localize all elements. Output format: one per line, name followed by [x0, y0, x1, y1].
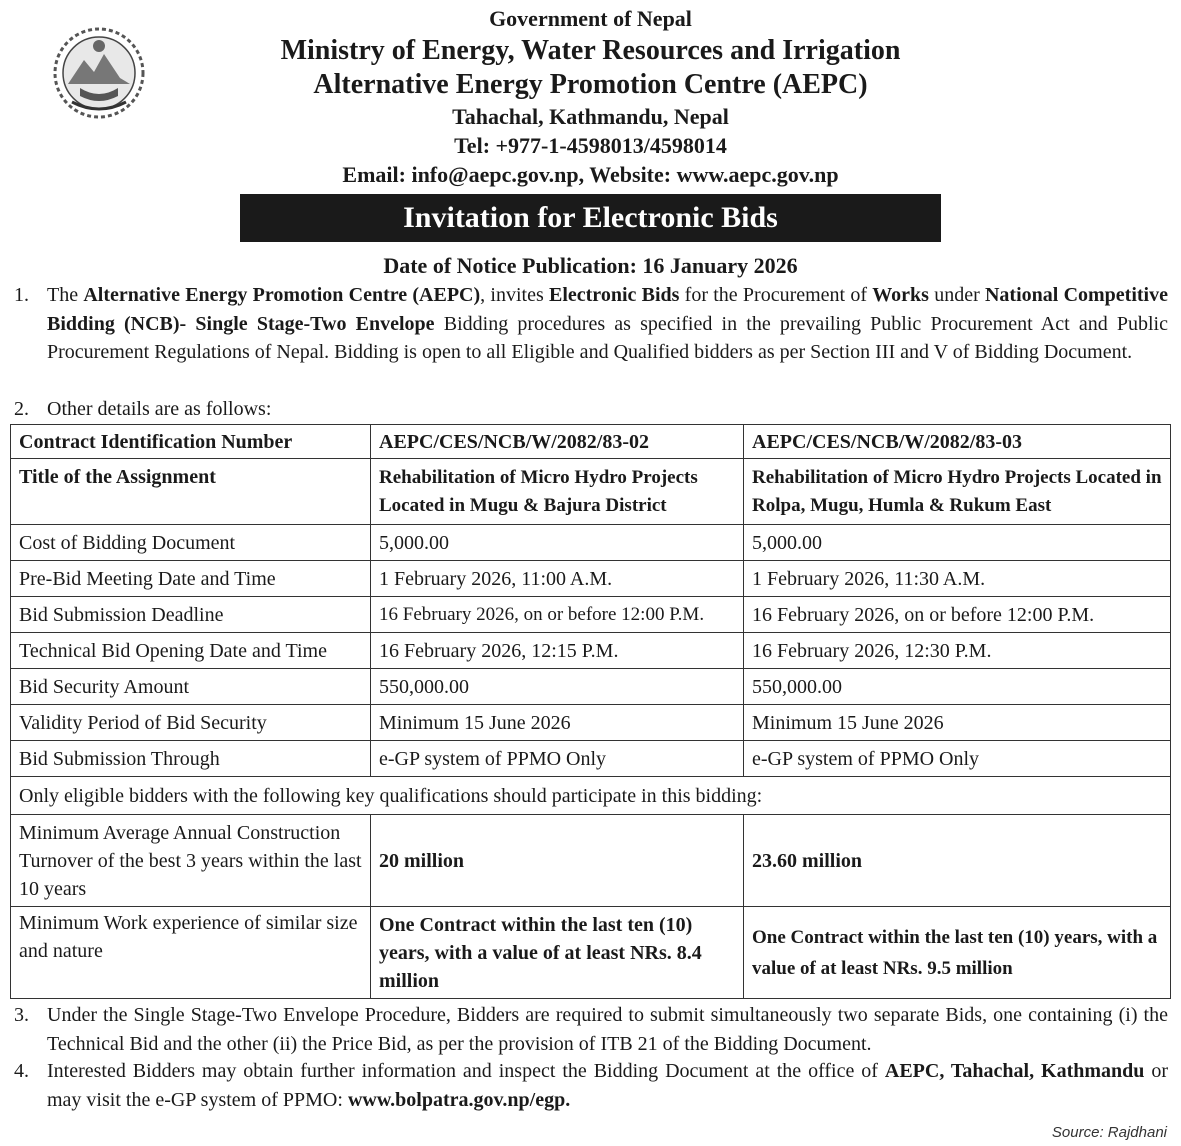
table-row	[11, 597, 1171, 633]
cell-contract-2: 16 February 2026, 12:30 P.M.	[744, 633, 1171, 669]
paragraph-number: 4.	[14, 1060, 29, 1082]
cell-contract-2: AEPC/CES/NCB/W/2082/83-03	[744, 425, 1171, 459]
paragraph-3: 3. Under the Single Stage-Two Envelope Procedure, Bidders are required to submit simultaneously two separate Bids, one containing (i) the Technical Bid and the other (ii) the Price Bid, as per the provision of ITB 21 of the Bidding Document.	[14, 1001, 1168, 1058]
cell-contract-1: One Contract within the last ten (10) years, with a value of at least NRs. 8.4 million	[371, 907, 744, 999]
cell-contract-2: One Contract within the last ten (10) years, with a value of at least NRs. 9.5 million	[744, 907, 1171, 999]
cell-contract-2: 23.60 million	[744, 815, 1171, 907]
source-credit: Source: Rajdhani	[1051, 1124, 1167, 1141]
paragraph-4: 4. Interested Bidders may obtain further information and inspect the Bidding Document at the office of AEPC, Tahachal, Kathmandu or may visit the e-GP system of PPMO: www.bolpatra.gov.np/egp.	[14, 1057, 1168, 1114]
table-row	[11, 525, 1171, 561]
cell-contract-2: Minimum 15 June 2026	[744, 705, 1171, 741]
cell-contract-1: 550,000.00	[371, 669, 744, 705]
row-label: Validity Period of Bid Security	[11, 705, 371, 741]
row-label: Pre-Bid Meeting Date and Time	[11, 561, 371, 597]
row-label: Bid Submission Through	[11, 741, 371, 777]
cell-contract-1: Minimum 15 June 2026	[371, 705, 744, 741]
table-row	[11, 907, 1171, 999]
bid-details-table	[10, 424, 1171, 999]
table-row	[11, 815, 1171, 907]
qualification-note: Only eligible bidders with the following key qualifications should participate in this bidding:	[11, 777, 1171, 815]
row-label: Bid Security Amount	[11, 669, 371, 705]
paragraph-number: 1.	[14, 284, 29, 306]
organization-line: Alternative Energy Promotion Centre (AEPC)	[313, 69, 868, 100]
row-label: Contract Identification Number	[11, 425, 371, 459]
table-row	[11, 561, 1171, 597]
cell-contract-1: 20 million	[371, 815, 744, 907]
table-row	[11, 669, 1171, 705]
paragraph-1: 1. The Alternative Energy Promotion Centre (AEPC), invites Electronic Bids for the Procurement of Works under National Competitive Bidding (NCB)- Single Stage-Two Envelope Bidding procedures as specified in the prevailing Public Procurement Act and Public Procurement Regulations of Nepal. Bidding is open to all Eligible and Qualified bidders as per Section III and V of Bidding Document.	[14, 281, 1168, 367]
telephone-line: Tel: +977-1-4598013/4598014	[454, 133, 727, 158]
cell-contract-2: 1 February 2026, 11:30 A.M.	[744, 561, 1171, 597]
government-line: Government of Nepal	[489, 6, 692, 31]
cell-contract-1: e-GP system of PPMO Only	[371, 741, 744, 777]
table-row	[11, 633, 1171, 669]
cell-contract-1: 1 February 2026, 11:00 A.M.	[371, 561, 744, 597]
cell-contract-2: Rehabilitation of Micro Hydro Projects Located in Rolpa, Mugu, Humla & Rukum East	[744, 459, 1171, 525]
letterhead	[0, 4, 1181, 189]
table-row	[11, 705, 1171, 741]
table-row	[11, 425, 1171, 459]
paragraph-number: 2.	[14, 398, 29, 420]
table-row	[11, 459, 1171, 525]
cell-contract-2: 16 February 2026, on or before 12:00 P.M.	[744, 597, 1171, 633]
cell-contract-2: e-GP system of PPMO Only	[744, 741, 1171, 777]
ministry-line: Ministry of Energy, Water Resources and Irrigation	[280, 35, 901, 66]
cell-contract-2: 5,000.00	[744, 525, 1171, 561]
row-label: Technical Bid Opening Date and Time	[11, 633, 371, 669]
paragraph-number: 3.	[14, 1004, 29, 1026]
row-label: Cost of Bidding Document	[11, 525, 371, 561]
table-row	[11, 777, 1171, 815]
cell-contract-1: Rehabilitation of Micro Hydro Projects Located in Mugu & Bajura District	[371, 459, 744, 525]
cell-contract-1: 16 February 2026, 12:15 P.M.	[371, 633, 744, 669]
cell-contract-1: AEPC/CES/NCB/W/2082/83-02	[371, 425, 744, 459]
publication-date: Date of Notice Publication: 16 January 2026	[383, 253, 798, 278]
email-website-line: Email: info@aepc.gov.np, Website: www.aepc.gov.np	[342, 162, 839, 187]
row-label: Minimum Work experience of similar size and nature	[11, 907, 371, 999]
table-row	[11, 741, 1171, 777]
row-label: Bid Submission Deadline	[11, 597, 371, 633]
cell-contract-1: 5,000.00	[371, 525, 744, 561]
cell-contract-2: 550,000.00	[744, 669, 1171, 705]
address-line: Tahachal, Kathmandu, Nepal	[452, 104, 729, 129]
row-label: Title of the Assignment	[11, 459, 371, 525]
row-label: Minimum Average Annual Construction Turnover of the best 3 years within the last 10 years	[11, 815, 371, 907]
paragraph-2: 2. Other details are as follows:	[14, 395, 1168, 424]
cell-contract-1: 16 February 2026, on or before 12:00 P.M.	[371, 597, 744, 633]
notice-title-banner: Invitation for Electronic Bids	[240, 194, 941, 242]
